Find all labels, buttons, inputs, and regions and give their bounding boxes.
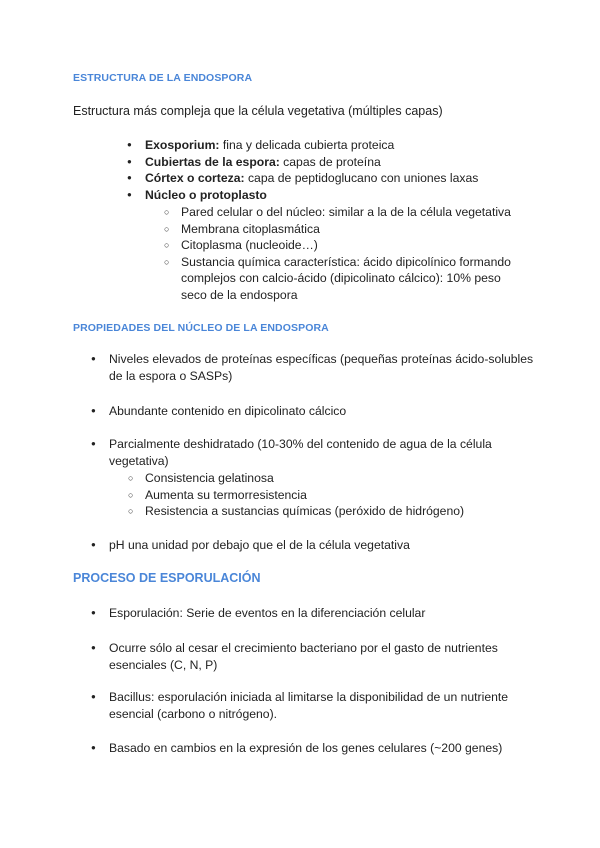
propiedades-list-3 [91, 436, 511, 469]
item-text: capas de proteína [279, 154, 381, 169]
section-heading-propiedades: PROPIEDADES DEL NÚCLEO DE LA ENDOSPORA [73, 322, 329, 334]
list-item: ○ Resistencia a sustancias químicas (peróxido de hidrógeno) [128, 503, 528, 520]
list-item: ○ Citoplasma (nucleoide…) [164, 237, 514, 254]
item-text: fina y delicada cubierta proteica [219, 138, 395, 152]
list-item: ○ Membrana citoplasmática [164, 221, 514, 238]
section-intro: Estructura más compleja que la célula vegetativa (múltiples capas) [73, 104, 443, 118]
proceso-list-2 [91, 640, 511, 673]
list-item: ○ Aumenta su termorresistencia [128, 487, 528, 504]
item-label: Córtex o corteza: [145, 171, 245, 185]
list-item [127, 187, 527, 204]
list-item: ● Basado en cambios en la expresión de los genes celulares (~200 genes) [91, 740, 536, 757]
propiedades-list-1 [91, 351, 536, 384]
list-item: ● Esporulación: Serie de eventos en la diferenciación celular [91, 605, 536, 622]
section-heading-estructura: ESTRUCTURA DE LA ENDOSPORA [73, 72, 253, 84]
deshidratado-sublist [128, 470, 528, 520]
list-item: ● Parcialmente deshidratado (10-30% del contenido de agua de la célula vegetativa) [91, 436, 511, 469]
list-item: ● Bacillus: esporulación iniciada al limitarse la disponibilidad de un nutriente esencial (carbono o nitrógeno). [91, 689, 521, 722]
list-item: ○ Sustancia química característica: ácido dipicolínico formando complejos con calcio-ácido (dipicolinato cálcico): 10% peso seco de la endospora [164, 254, 514, 304]
nucleo-sublist [164, 204, 514, 303]
list-item: ● pH una unidad por debajo que el de la célula vegetativa [91, 537, 536, 554]
proceso-list-3 [91, 689, 521, 722]
proceso-list-4 [91, 740, 536, 757]
list-item: ● Niveles elevados de proteínas específicas (pequeñas proteínas ácido-solubles de la espora o SASPs) [91, 351, 536, 384]
list-item [127, 154, 527, 171]
item-label: Cubiertas de la espora: [145, 154, 280, 169]
propiedades-list-2 [91, 403, 536, 420]
list-item: ○ Pared celular o del núcleo: similar a la de la célula vegetativa [164, 204, 514, 221]
propiedades-list-4 [91, 537, 536, 554]
list-item: ● Ocurre sólo al cesar el crecimiento bacteriano por el gasto de nutrientes esenciales (C, N, P) [91, 640, 511, 673]
estructura-list [127, 137, 527, 203]
list-item: ● Abundante contenido en dipicolinato cálcico [91, 403, 536, 420]
item-label: Núcleo o protoplasto [145, 187, 267, 202]
item-label: Exosporium: [145, 138, 220, 152]
item-text: capa de peptidoglucano con uniones laxas [244, 171, 479, 185]
section-heading-proceso: PROCESO DE ESPORULACIÓN [73, 571, 261, 585]
list-item: ○ Consistencia gelatinosa [128, 470, 528, 487]
list-item [127, 137, 527, 154]
proceso-list-1 [91, 605, 536, 622]
list-item [127, 170, 527, 187]
